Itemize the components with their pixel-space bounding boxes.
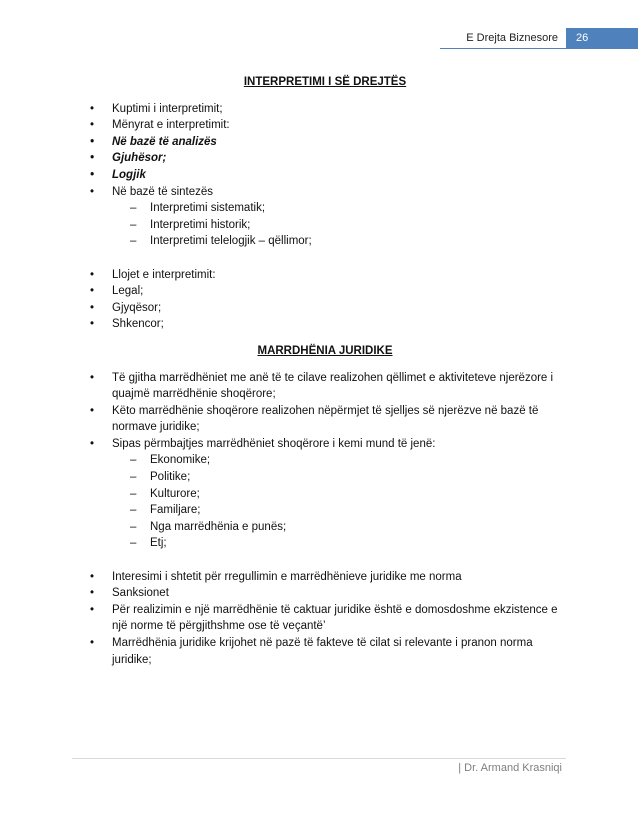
sub-list-item: – Ekonomike;	[86, 452, 564, 469]
list-item: • Për realizimin e një marrëdhënie të caktuar juridike është e domosdoshme ekzistence e një norme të përgjithshme ose të veçantë’	[86, 602, 564, 635]
document-body	[86, 74, 564, 668]
dash-list	[86, 200, 564, 250]
list-item: • Këto marrëdhënie shoqërore realizohen nëpërmjet të sjelljes së njerëzve në bazë të normave juridike;	[86, 403, 564, 436]
list-item: • Logjik	[86, 167, 564, 184]
bullet-list	[86, 370, 564, 453]
bullet-list	[86, 569, 564, 669]
list-item: • Kuptimi i interpretimit;	[86, 101, 564, 118]
sub-list-item: – Etj;	[86, 535, 564, 552]
list-item: • Shkencor;	[86, 316, 564, 333]
list-item: • Llojet e interpretimit:	[86, 267, 564, 284]
list-item: • Në bazë të analizës	[86, 134, 564, 151]
section-heading-marrdhenia: MARRDHËNIA JURIDIKE	[257, 344, 393, 357]
list-item: • Sanksionet	[86, 585, 564, 602]
footer-author: | Dr. Armand Krasniqi	[458, 762, 562, 774]
dash-list	[86, 452, 564, 552]
sub-list-item: – Politike;	[86, 469, 564, 486]
list-item: • Mënyrat e interpretimit:	[86, 117, 564, 134]
list-item: • Gjyqësor;	[86, 300, 564, 317]
list-item: • Legal;	[86, 283, 564, 300]
sub-list-item: – Familjare;	[86, 502, 564, 519]
header-rule	[440, 48, 638, 49]
page-number: 26	[566, 28, 638, 48]
sub-list-item: – Interpretimi historik;	[86, 217, 564, 234]
list-item: • Interesimi i shtetit për rregullimin e marrëdhënieve juridike me norma	[86, 569, 564, 586]
list-item: • Gjuhësor;	[86, 150, 564, 167]
sub-list-item: – Nga marrëdhënia e punës;	[86, 519, 564, 536]
bullet-list	[86, 267, 564, 333]
header-title: E Drejta Biznesore	[466, 32, 558, 44]
list-item: • Marrëdhënia juridike krijohet në pazë të fakteve të cilat si relevante i pranon norma juridike;	[86, 635, 564, 668]
footer-rule	[72, 758, 566, 759]
sub-list-item: – Interpretimi telelogjik – qëllimor;	[86, 233, 564, 250]
sub-list-item: – Interpretimi sistematik;	[86, 200, 564, 217]
list-item: • Të gjitha marrëdhëniet me anë të te cilave realizohen qëllimet e aktiviteteve njerëzore i quajmë marrëdhënie shoqërore;	[86, 370, 564, 403]
section-heading-interpretimi: INTERPRETIMI I SË DREJTËS	[243, 76, 407, 88]
list-item: • Në bazë të sintezës	[86, 184, 564, 201]
sub-list-item: – Kulturore;	[86, 486, 564, 503]
bullet-list	[86, 101, 564, 201]
list-item: • Sipas përmbajtjes marrëdhëniet shoqërore i kemi mund të jenë:	[86, 436, 564, 453]
page-header	[466, 28, 638, 48]
